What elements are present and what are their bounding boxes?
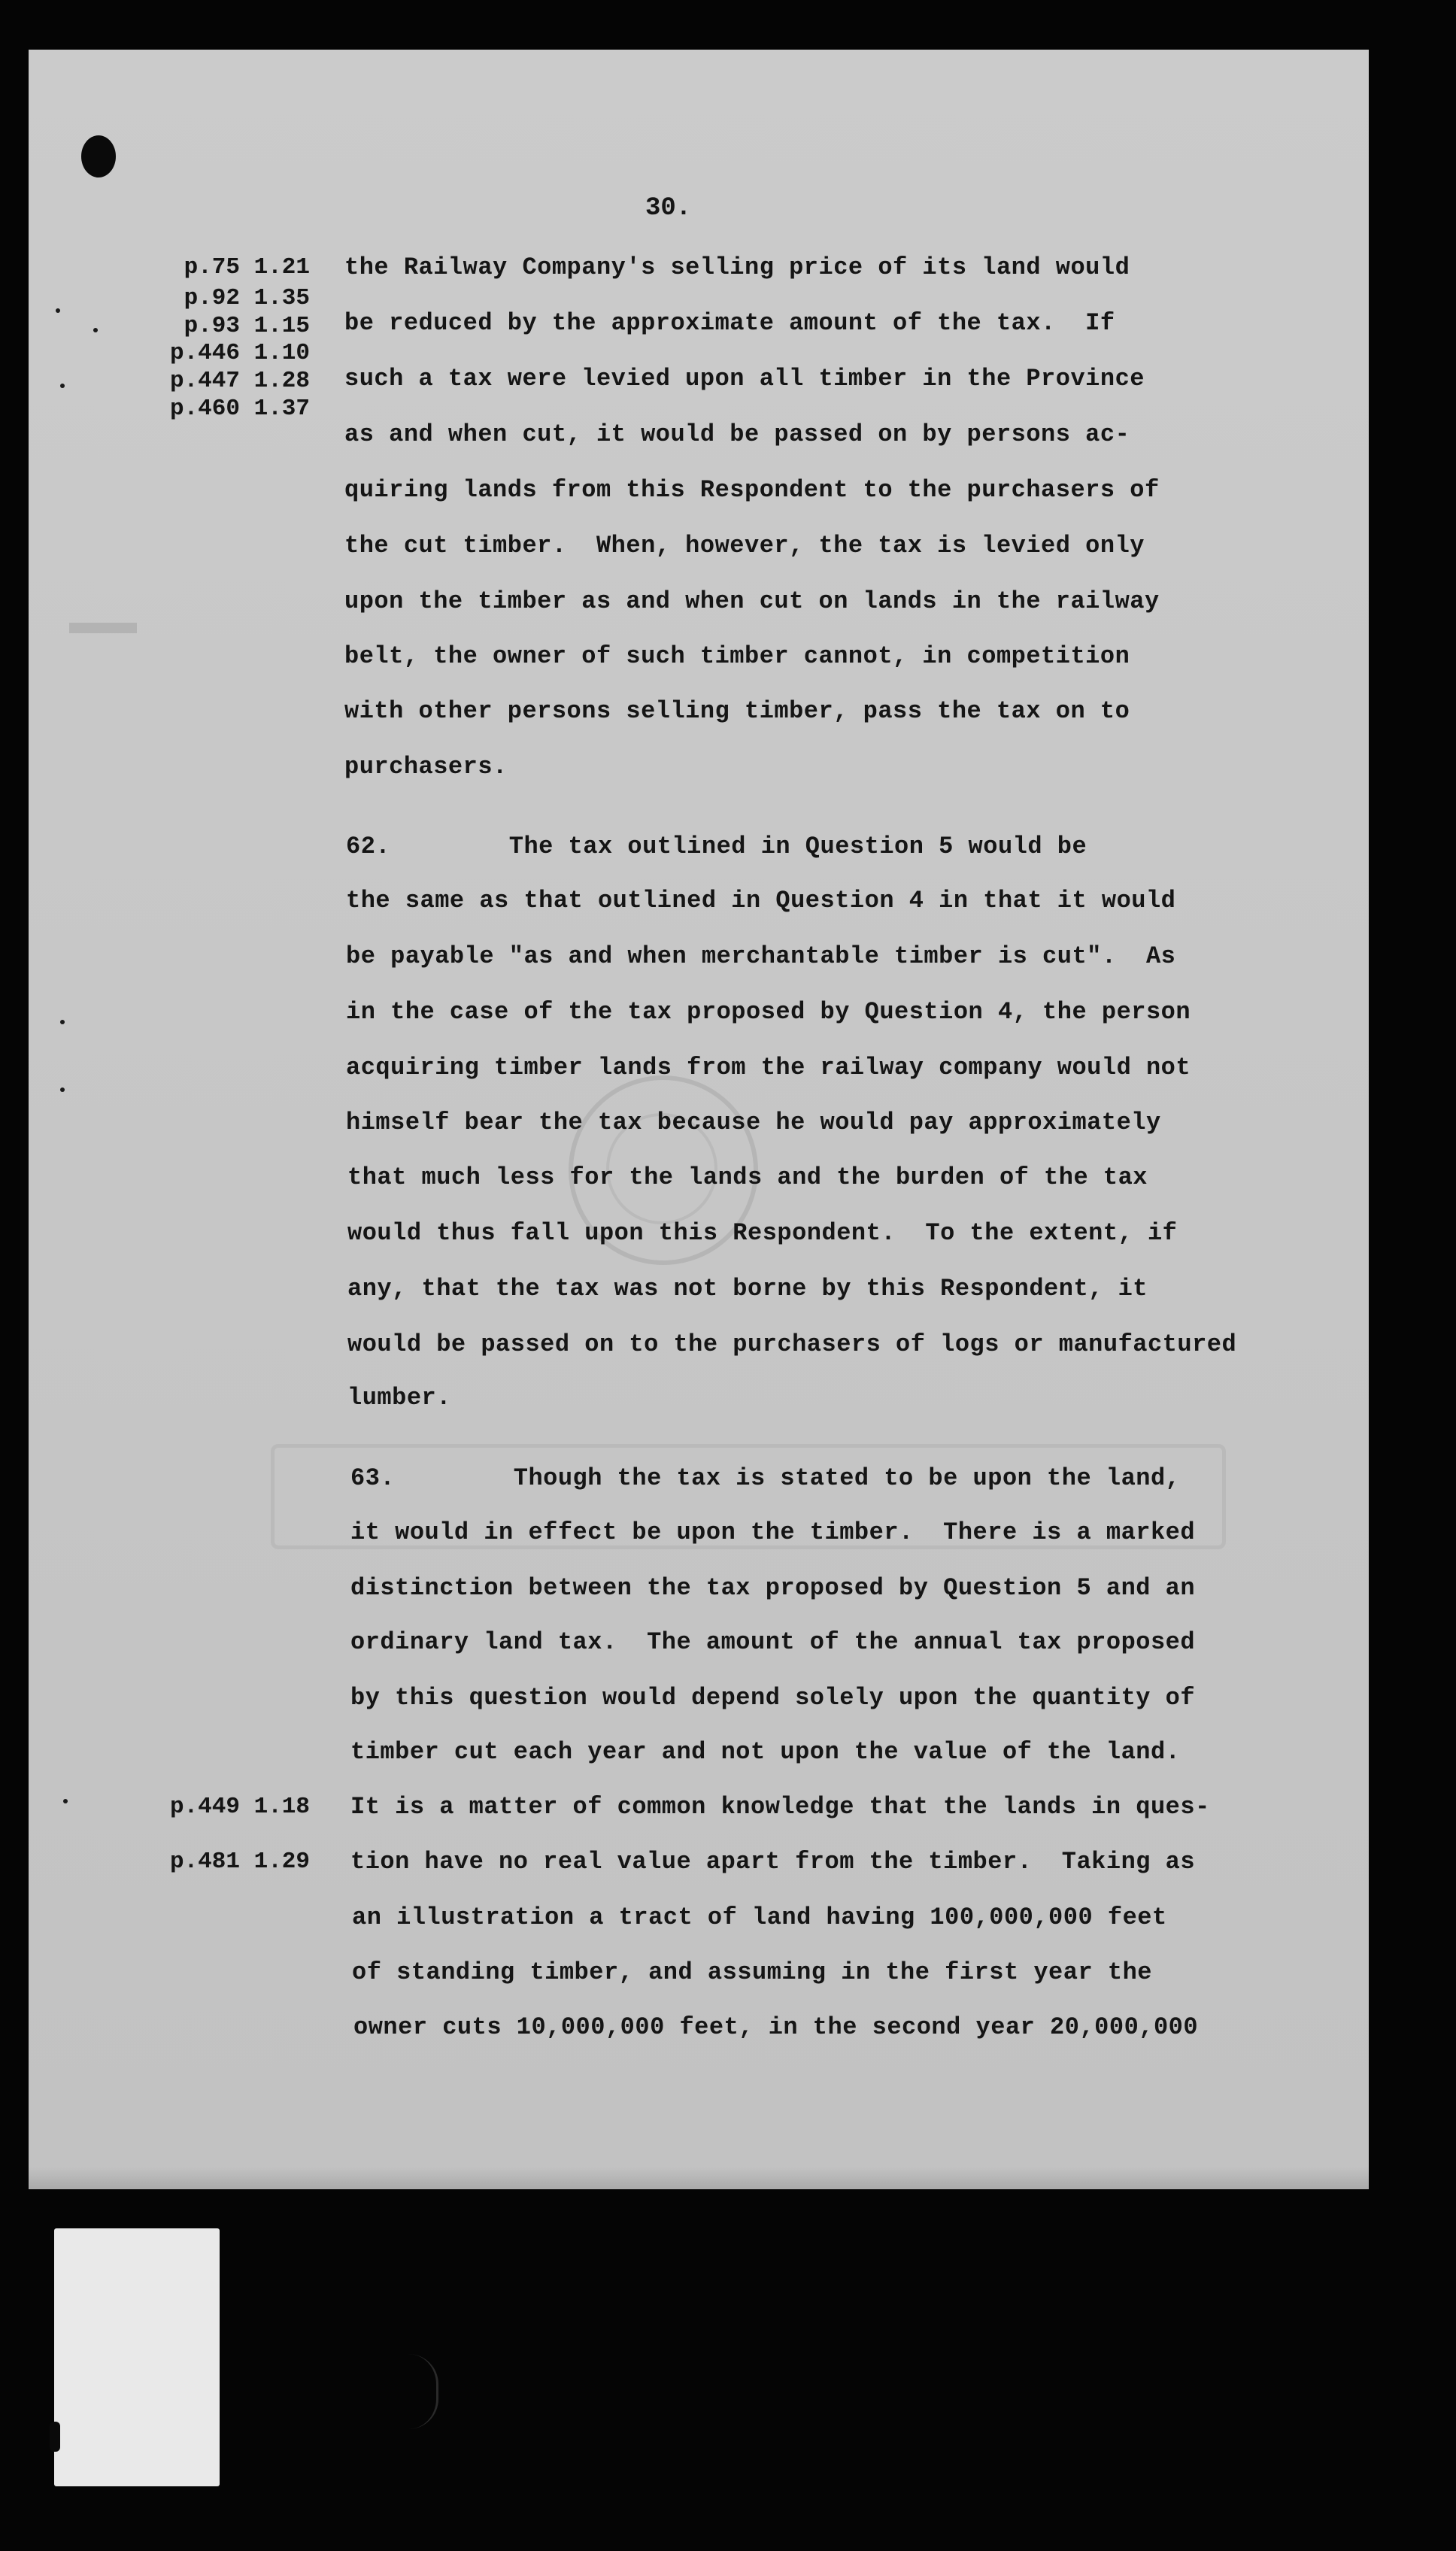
text-line: tion have no real value apart from the timber. Taking as — [350, 1848, 1196, 1876]
text-line: quiring lands from this Respondent to the purchasers of — [344, 476, 1160, 504]
text-line: in the case of the tax proposed by Question 4, the person — [346, 998, 1191, 1026]
text-line: any, that the tax was not borne by this Respondent, it — [347, 1275, 1148, 1303]
text-line: owner cuts 10,000,000 feet, in the second year 20,000,000 — [353, 2013, 1199, 2041]
text-line: ordinary land tax. The amount of the annual tax proposed — [350, 1628, 1196, 1656]
text-line: the same as that outlined in Question 4 in that it would — [346, 887, 1176, 915]
text-line: as and when cut, it would be passed on by persons ac- — [344, 420, 1130, 448]
binder-hole — [81, 135, 116, 177]
text-line: acquiring timber lands from the railway company would not — [346, 1054, 1191, 1081]
index-slip — [54, 2228, 220, 2486]
text-line: timber cut each year and not upon the value of the land. — [350, 1738, 1181, 1766]
text-line: would thus fall upon this Respondent. To the extent, if — [347, 1219, 1178, 1247]
text-line: It is a matter of common knowledge that the lands in ques- — [350, 1793, 1210, 1821]
margin-reference: p.92 1.35 — [184, 285, 310, 311]
text-line: belt, the owner of such timber cannot, in competition — [344, 642, 1130, 670]
text-line: purchasers. — [344, 753, 508, 781]
margin-reference: p.93 1.15 — [184, 313, 310, 339]
margin-dot — [60, 1020, 65, 1024]
margin-dot — [60, 1087, 65, 1092]
text-line: himself bear the tax because he would pay approximately — [346, 1109, 1161, 1136]
text-line: that much less for the lands and the burden of the tax — [347, 1163, 1148, 1191]
paragraph-63-line: 63. Though the tax is stated to be upon the land, — [350, 1464, 1181, 1492]
text-line: by this question would depend solely upon the quantity of — [350, 1684, 1196, 1712]
paragraph-62-line: 62. The tax outlined in Question 5 would be — [346, 833, 1087, 860]
text-line: upon the timber as and when cut on lands in the railway — [344, 587, 1160, 615]
margin-reference: p.75 1.21 — [184, 254, 310, 281]
slip-clip — [50, 2422, 60, 2452]
margin-reference: p.460 1.37 — [169, 396, 310, 422]
page-shadow — [29, 2167, 1369, 2189]
margin-reference: p.446 1.10 — [169, 340, 310, 366]
text-line: such a tax were levied upon all timber in the Province — [344, 365, 1145, 393]
text-line: distinction between the tax proposed by Question 5 and an — [350, 1574, 1196, 1602]
text-line: the cut timber. When, however, the tax is levied only — [344, 532, 1145, 560]
text-line: would be passed on to the purchasers of logs or manufactured — [347, 1330, 1237, 1358]
margin-reference: p.447 1.28 — [169, 368, 310, 394]
text-line: with other persons selling timber, pass the tax on to — [344, 697, 1130, 725]
margin-reference: p.449 1.18 — [169, 1794, 310, 1820]
margin-smudge — [69, 623, 137, 633]
string-cord — [406, 2354, 438, 2429]
page-number: 30. — [645, 194, 692, 223]
text-line: the Railway Company's selling price of its land would — [344, 253, 1130, 281]
text-line: of standing timber, and assuming in the first year the — [352, 1958, 1152, 1986]
text-line: lumber. — [347, 1384, 451, 1412]
margin-reference: p.481 1.29 — [169, 1849, 310, 1875]
text-line: be reduced by the approximate amount of the tax. If — [344, 309, 1115, 337]
text-line: be payable "as and when merchantable timber is cut". As — [346, 942, 1176, 970]
text-line: an illustration a tract of land having 100,000,000 feet — [352, 1903, 1167, 1931]
text-line: it would in effect be upon the timber. There is a marked — [350, 1518, 1196, 1546]
